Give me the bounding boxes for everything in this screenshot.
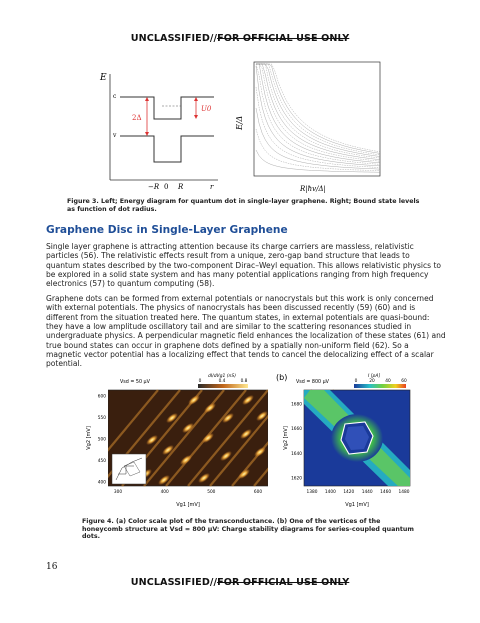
tick-label: 1620 <box>291 476 302 482</box>
panel-a-vsd: Vsd = 50 µV <box>120 380 150 385</box>
tick-label: 0.4 <box>218 379 226 384</box>
panel-a-colorbar-ticks <box>199 378 248 384</box>
tick-label: 450 <box>97 459 106 464</box>
tick-label: 550 <box>97 416 106 421</box>
marking-prefix: UNCLASSIFIED// <box>130 33 218 44</box>
tick-label: 500 <box>97 437 106 443</box>
panel-b-colorbar-ticks <box>355 378 407 384</box>
paragraph-2: Graphene dots can be formed from external potentials or nanocrystals but this work is only concerned with external potentials. The physics of nanocrystals has been discussed recently (59) (60) and is different from the situation treated here. The quantum states, in external potentials are quasi-bound: they have a low amplitude oscillatory tail and are similar to the scattering resonances studied in undergraduate physics. A perpendicular magnetic field enhances the localization of these states (61) and true bound states can occur in graphene dots defined by a spatially non-uniform field (62). So a magnetic vector potential has a localizing effect that tends to cancel the delocalizing effect of a scalar potential. <box>46 294 446 369</box>
section-heading: Graphene Disc in Single-Layer Graphene <box>46 224 288 236</box>
tick-label: 600 <box>97 394 106 400</box>
panel-b-colorbar <box>354 384 406 388</box>
tick-label: 1400 <box>324 490 336 495</box>
energy-axis-label: E <box>100 73 107 83</box>
tick-label: 20 <box>369 379 375 384</box>
tick-label: 1660 <box>291 427 302 433</box>
figure4-caption: Figure 4. (a) Color scale plot of the transconductance. (b) One of the vertices of the honeycomb structure at Vsd = 800 µV: Charge stability diagrams for series-coupled quantum dots. <box>82 518 414 541</box>
tick-label: 60 <box>401 379 407 384</box>
x-tick-r: R <box>178 183 184 191</box>
tick-label: 0 <box>198 379 202 384</box>
page-number: 16 <box>46 562 58 572</box>
x-tick-zero: 0 <box>164 183 169 191</box>
tick-label: 1640 <box>291 451 302 457</box>
panel-b-label: (b) <box>276 373 288 382</box>
tick-label: 400 <box>160 490 169 495</box>
tick-label: 1380 <box>306 490 318 495</box>
potential-depth-label: U0 <box>201 105 212 113</box>
header-classification-marking <box>0 33 480 44</box>
x-tick-neg-r: −R <box>148 183 160 191</box>
panel-b-y-label: Vg2 [mV] <box>283 426 289 450</box>
conduction-band-label: c <box>113 93 117 100</box>
panel-a-colorbar-title: dI/dVg1 (nS) <box>208 374 237 379</box>
panel-b-colorbar-title: I [pA] <box>368 374 381 379</box>
tick-label: 1420 <box>343 490 355 495</box>
tick-label: 1460 <box>380 490 392 495</box>
marking-struck-text: FOR OFFICIAL USE ONLY <box>217 33 350 44</box>
marking-struck-text: FOR OFFICIAL USE ONLY <box>217 577 350 588</box>
panel-a-x-label: Vg1 [mV] <box>176 502 200 508</box>
panel-b-x-label: Vg1 [mV] <box>345 502 369 508</box>
marking-prefix: UNCLASSIFIED// <box>130 577 218 588</box>
tick-label: 0 <box>354 379 358 384</box>
tick-label: 400 <box>97 480 106 486</box>
right-y-axis-label: E/Δ <box>235 115 244 130</box>
tick-label: 600 <box>253 490 263 495</box>
tick-label: 40 <box>385 379 391 384</box>
panel-b-vsd: Vsd = 800 µV <box>296 380 329 385</box>
tick-label: 1440 <box>361 490 373 495</box>
x-axis-label-r: r <box>210 183 214 191</box>
footer-classification-marking <box>0 577 480 588</box>
panel-a-y-label: Vg2 [mV] <box>86 426 92 450</box>
tick-label: 1480 <box>398 490 410 495</box>
figure3-energy-diagram <box>96 68 236 190</box>
panel-a-colorbar <box>198 384 248 388</box>
tick-label: 300 <box>113 490 123 495</box>
panel-b-x-ticks <box>307 489 410 495</box>
panel-a-x-ticks <box>114 489 262 495</box>
figure4-transport-plots <box>68 370 420 510</box>
paragraph-1: Single layer graphene is attracting attention because its charge carriers are massless, relativistic particles (56). The relativistic effects result from a unique, zero-gap band structure that leads to quantum states described by the two-component Dirac–Weyl equation. This allows relativistic physics to be explored in a solid state system and has many potential applications ranging from high frequency electronics (57) to quantum computing (58). <box>46 242 442 289</box>
gap-label: 2Δ <box>132 114 142 122</box>
figure3-bound-state-plot <box>236 56 388 194</box>
tick-label: 0.8 <box>240 379 248 384</box>
right-x-axis-label: R|ħv/Δ| <box>300 185 326 193</box>
figure3-caption: Figure 3. Left; Energy diagram for quantum dot in single-layer graphene. Right; Bound state levels as function of dot radius. <box>67 198 420 213</box>
tick-label: 1680 <box>291 402 302 408</box>
valence-band-label: v <box>113 132 117 139</box>
tick-label: 500 <box>207 490 216 495</box>
